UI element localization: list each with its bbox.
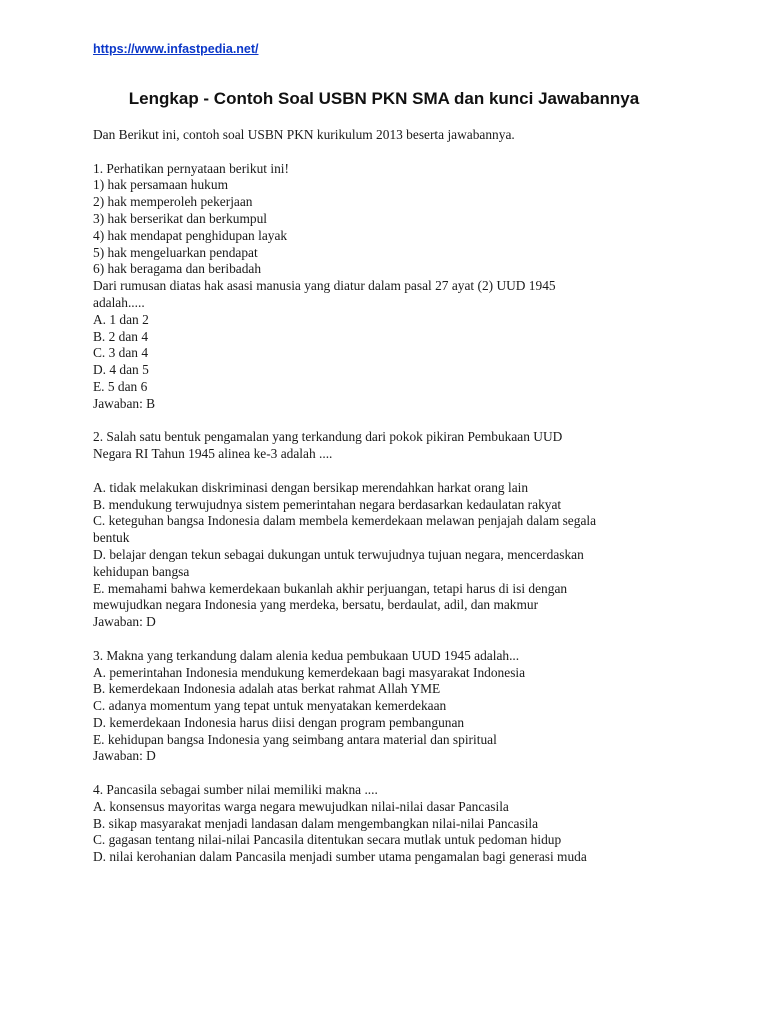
question-2-stem: Negara RI Tahun 1945 alinea ke-3 adalah .... [93, 446, 333, 462]
intro-paragraph: Dan Berikut ini, contoh soal USBN PKN kurikulum 2013 beserta jawabannya. [93, 127, 515, 142]
question-3-option: A. pemerintahan Indonesia mendukung kemerdekaan bagi masyarakat Indonesia [93, 664, 526, 680]
question-2-option: C. keteguhan bangsa Indonesia dalam membela kemerdekaan melawan penjajah dalam segala [93, 513, 597, 529]
question-3-stem: 3. Makna yang terkandung dalam alenia kedua pembukaan UUD 1945 adalah... [93, 647, 520, 663]
document-body [93, 127, 683, 866]
spacer [93, 631, 683, 648]
question-3-option: D. kemerdekaan Indonesia harus diisi dengan program pembangunan [93, 714, 465, 730]
question-2-stem: 2. Salah satu bentuk pengamalan yang terkandung dari pokok pikiran Pembukaan UUD [93, 429, 563, 445]
question-1-option: C. 3 dan 4 [93, 345, 149, 361]
question-2-option: B. mendukung terwujudnya sistem pemerintahan negara berdasarkan kedaulatan rakyat [93, 496, 562, 512]
question-4-option: A. konsensus mayoritas warga negara mewujudkan nilai-nilai dasar Pancasila [93, 798, 509, 814]
question-2-option: kehidupan bangsa [93, 563, 190, 579]
question-3-answer: Jawaban: D [93, 748, 156, 764]
question-1-line: 5) hak mengeluarkan pendapat [93, 244, 258, 260]
question-2-option: E. memahami bahwa kemerdekaan bukanlah akhir perjuangan, tetapi harus di isi dengan [93, 580, 568, 596]
question-1-option: E. 5 dan 6 [93, 378, 148, 394]
question-3 [93, 648, 683, 766]
question-4-option: D. nilai kerohanian dalam Pancasila menjadi sumber utama pengamalan bagi generasi muda [93, 849, 587, 865]
spacer [93, 765, 683, 782]
question-3-option: C. adanya momentum yang tepat untuk menyatakan kemerdekaan [93, 698, 447, 714]
document-title: Lengkap - Contoh Soal USBN PKN SMA dan kunci Jawabannya [128, 89, 640, 108]
question-4-option: B. sikap masyarakat menjadi landasan dalam mengembangkan nilai-nilai Pancasila [93, 815, 539, 831]
question-4 [93, 782, 683, 866]
question-4-stem: 4. Pancasila sebagai sumber nilai memiliki makna .... [93, 782, 378, 798]
question-2-option: mewujudkan negara Indonesia yang merdeka, bersatu, berdaulat, adil, dan makmur [93, 597, 539, 613]
question-2-option: A. tidak melakukan diskriminasi dengan bersikap merendahkan harkat orang lain [93, 479, 529, 495]
question-1-line: Dari rumusan diatas hak asasi manusia yang diatur dalam pasal 27 ayat (2) UUD 1945 [93, 278, 556, 294]
question-2 [93, 429, 683, 631]
question-1-answer: Jawaban: B [93, 395, 156, 411]
question-3-option: E. kehidupan bangsa Indonesia yang seimbang antara material dan spiritual [93, 731, 497, 747]
source-url-link[interactable]: https://www.infastpedia.net/ [93, 42, 259, 56]
spacer [93, 144, 683, 161]
question-3-option: B. kemerdekaan Indonesia adalah atas berkat rahmat Allah YME [93, 681, 441, 697]
question-2-option: bentuk [93, 530, 130, 546]
question-1-option: D. 4 dan 5 [93, 362, 149, 378]
question-4-option: C. gagasan tentang nilai-nilai Pancasila ditentukan secara mutlak untuk pedoman hidup [93, 832, 562, 848]
question-2-answer: Jawaban: D [93, 614, 156, 630]
spacer [93, 463, 683, 480]
spacer [93, 413, 683, 430]
question-1-line: 1) hak persamaan hukum [93, 177, 228, 193]
question-1-line: 1. Perhatikan pernyataan berikut ini! [93, 160, 289, 176]
question-1-option: B. 2 dan 4 [93, 328, 149, 344]
question-1-line: 6) hak beragama dan beribadah [93, 261, 262, 277]
question-1-line: 4) hak mendapat penghidupan layak [93, 227, 288, 243]
question-2-option: D. belajar dengan tekun sebagai dukungan untuk terwujudnya tujuan negara, mencerdaskan [93, 546, 584, 562]
question-1-option: A. 1 dan 2 [93, 311, 149, 327]
question-1 [93, 161, 683, 413]
question-1-line: 3) hak berserikat dan berkumpul [93, 210, 268, 226]
question-1-line: adalah..... [93, 294, 145, 310]
question-1-line: 2) hak memperoleh pekerjaan [93, 194, 253, 210]
